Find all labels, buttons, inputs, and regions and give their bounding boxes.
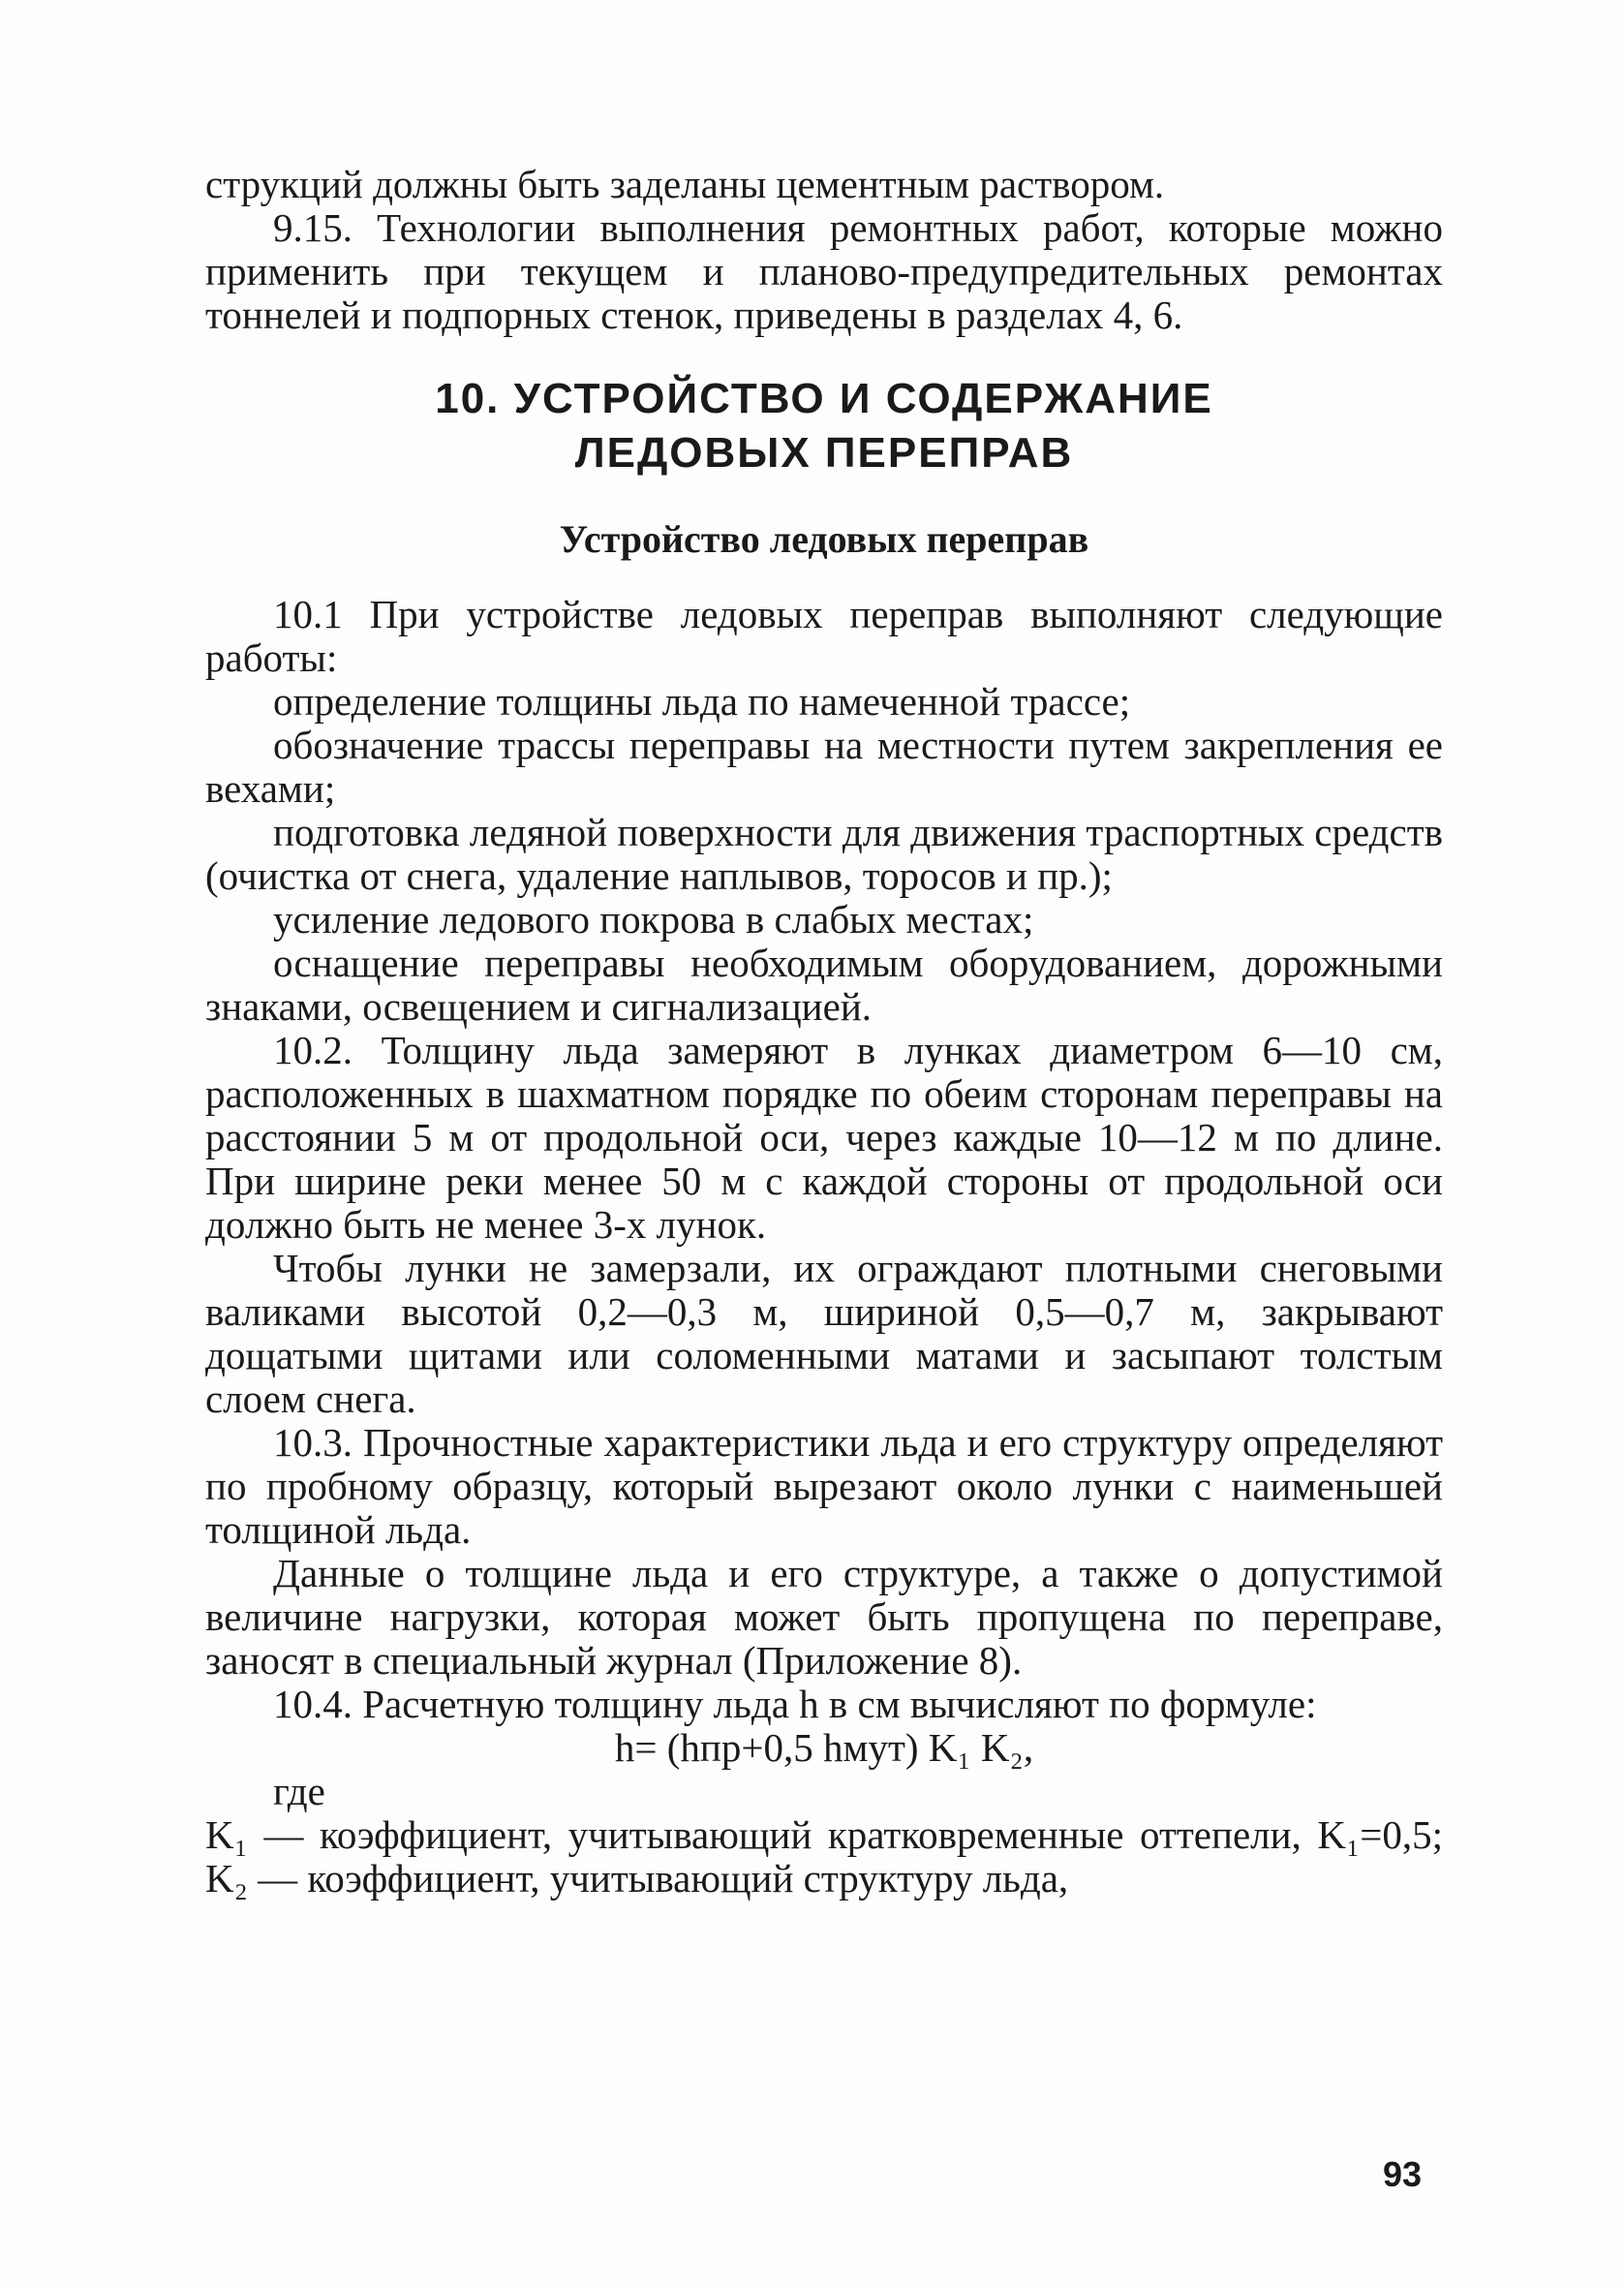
definitions: K₁ — коэффициент, учитывающий кратковременные оттепели, K₁=0,5; K₂ — коэффициент, учитывающий структуру льда,	[205, 1812, 1443, 1901]
section-title	[205, 372, 1443, 480]
paragraph-continuation: струкций должны быть заделаны цементным раствором.	[205, 162, 1165, 206]
formula: h= (hпр+0,5 hмут) K₁ K₂,	[614, 1725, 1034, 1770]
subsection-title: Устройство ледовых переправ	[559, 517, 1089, 561]
section-title-line-1: 10. УСТРОЙСТВО И СОДЕРЖАНИЕ	[435, 375, 1213, 422]
section-title-line-2: ЛЕДОВЫХ ПЕРЕПРАВ	[574, 429, 1074, 477]
page-number: 93	[1383, 2154, 1423, 2194]
list-item-equipment: оснащение переправы необходимым оборудованием, дорожными знаками, освещением и сигнализацией.	[205, 941, 1443, 1029]
paragraph-10-2: 10.2. Толщину льда замеряют в лунках диаметром 6—10 см, расположенных в шахматном порядке по обеим сторонам переправы на расстоянии 5 м от продольной оси, через каждые 10—12 м по длине. При ширине реки менее 50 м с каждой стороны от продольной оси должно быть не менее 3-х лунок.	[205, 1028, 1443, 1247]
list-item-ice-thickness: определение толщины льда по намеченной трассе;	[273, 679, 1131, 724]
list-item-surface-preparation: подготовка ледяной поверхности для движения траспортных средств (очистка от снега, удаление наплывов, торосов и пр.);	[205, 810, 1443, 898]
paragraph-holes-protection: Чтобы лунки не замерзали, их ограждают плотными снеговыми валиками высотой 0,2—0,3 м, шириной 0,5—0,7 м, закрывают дощатыми щитами или соломенными матами и засыпают толстым слоем снега.	[205, 1246, 1443, 1421]
paragraph-10-1: 10.1 При устройстве ледовых переправ выполняют следующие работы:	[205, 592, 1443, 680]
paragraph-journal: Данные о толщине льда и его структуре, а также о допустимой величине нагрузки, которая может быть пропущена по переправе, заносят в специальный журнал (Приложение 8).	[205, 1551, 1443, 1683]
paragraph-10-4: 10.4. Расчетную толщину льда h в см вычисляют по формуле:	[273, 1682, 1317, 1726]
paragraph-10-3: 10.3. Прочностные характеристики льда и его структуру определяют по пробному образцу, который вырезают около лунки с наименьшей толщиной льда.	[205, 1420, 1443, 1552]
list-item-reinforcement: усиление ледового покрова в слабых местах;	[273, 897, 1034, 942]
paragraph-9-15: 9.15. Технологии выполнения ремонтных работ, которые можно применить при текущем и планово-предупредительных ремонтах тоннелей и подпорных стенок, приведены в разделах 4, 6.	[205, 205, 1443, 337]
page-body	[205, 163, 1443, 1901]
where-label: где	[273, 1769, 325, 1813]
list-item-route-marking: обозначение трассы переправы на местности путем закрепления ее вехами;	[205, 723, 1443, 811]
